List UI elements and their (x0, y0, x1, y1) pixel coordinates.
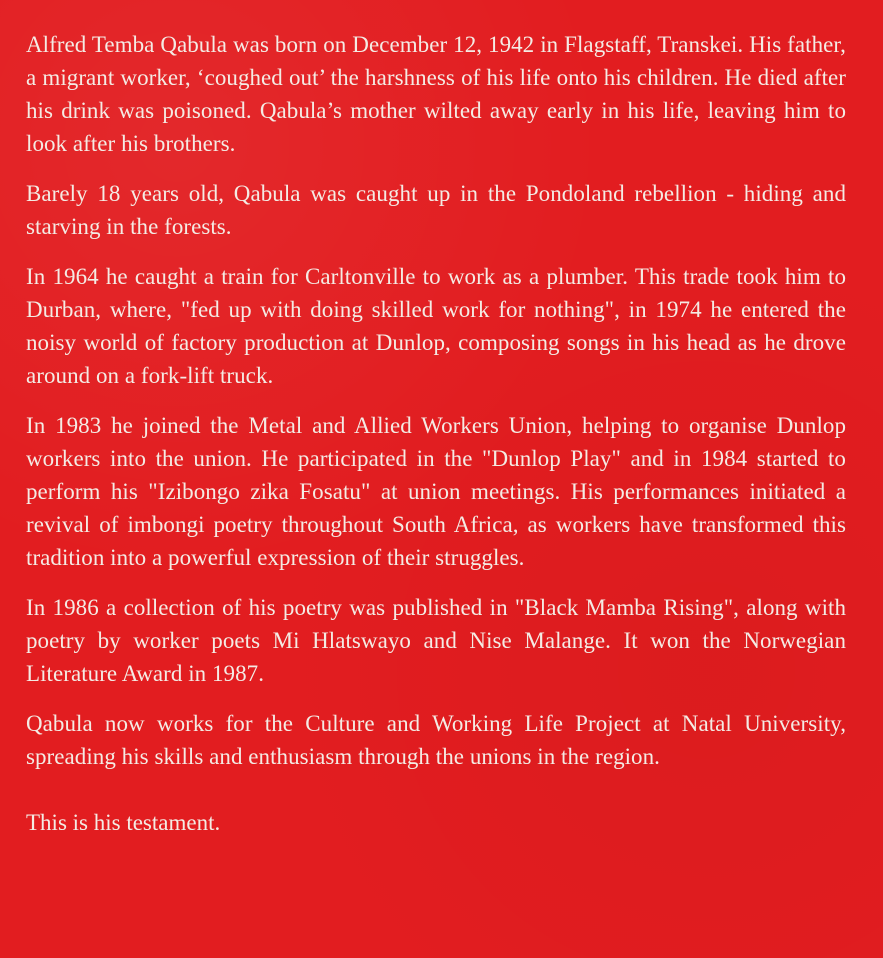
closing-line: This is his testament. (26, 810, 221, 835)
paragraph-birth: Alfred Temba Qabula was born on December 12, 1942 in Flagstaff, Transkei. His father, a migrant worker, ‘coughed out’ the harshness of his life onto his children. He died after his drink was poisoned. Qabula’s mother wilted away early in his life, leaving him to look after his brothers. (26, 32, 846, 156)
paragraph-union: In 1983 he joined the Metal and Allied Workers Union, helping to organise Dunlop workers into the union. He participated in the "Dunlop Play" and in 1984 started to perform his "Izibongo zika Fosatu" at union meetings. His performances initiated a revival of imbongi poetry throughout South Africa, as workers have transformed this tradition into a powerful expression of their struggles. (26, 413, 846, 570)
paragraph-current-work: Qabula now works for the Culture and Working Life Project at Natal University, spreading his skills and enthusiasm through the unions in the region. (26, 711, 846, 769)
paragraph-rebellion: Barely 18 years old, Qabula was caught up in the Pondoland rebellion - hiding and starving in the forests. (26, 181, 846, 239)
paragraph-work: In 1964 he caught a train for Carltonville to work as a plumber. This trade took him to Durban, where, "fed up with doing skilled work for nothing", in 1974 he entered the noisy world of factory production at Dunlop, composing songs in his head as he drove around on a fork-lift truck. (26, 264, 846, 388)
paragraph-publication: In 1986 a collection of his poetry was published in "Black Mamba Rising", along with poetry by worker poets Mi Hlatswayo and Nise Malange. It won the Norwegian Literature Award in 1987. (26, 595, 846, 686)
